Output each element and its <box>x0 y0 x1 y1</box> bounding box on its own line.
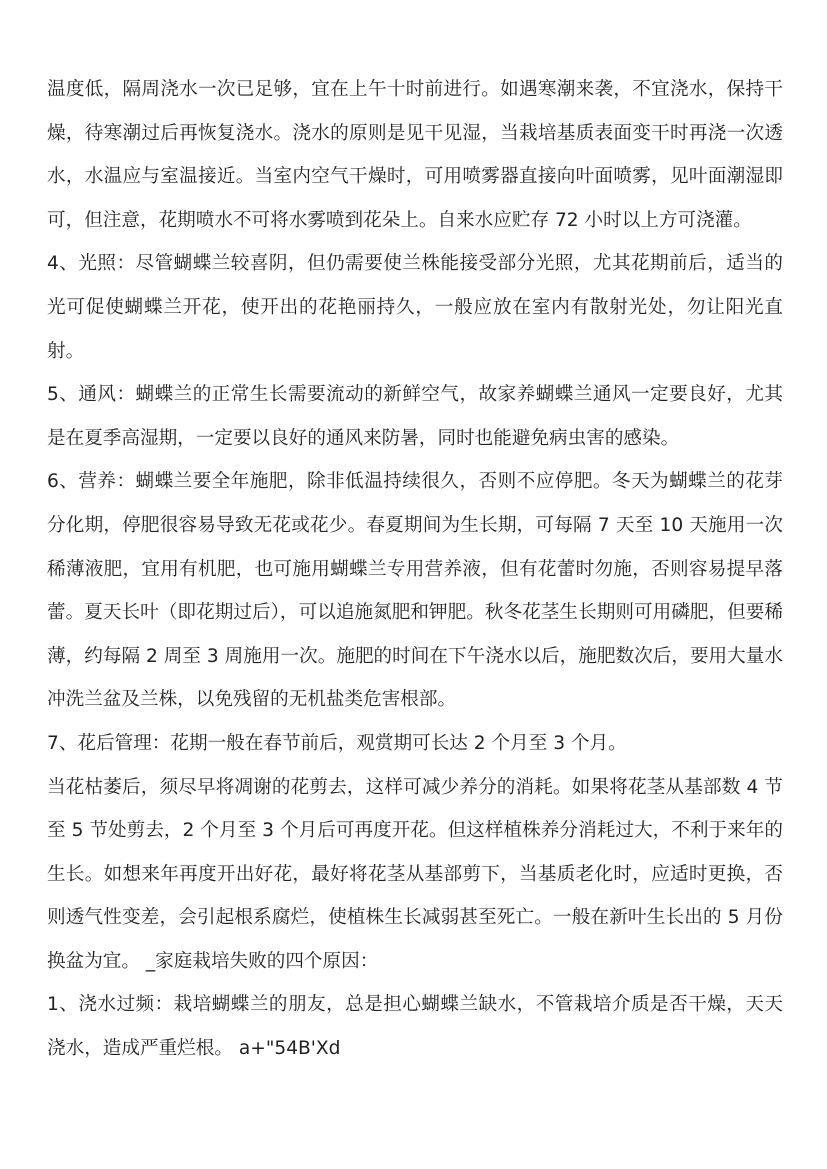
document-body <box>47 68 783 1071</box>
paragraph-nutrition: 6、营养：蝴蝶兰要全年施肥，除非低温持续很久，否则不应停肥。冬天为蝴蝶兰的花芽分化期，停肥很容易导致无花或花少。春夏期间为生长期，可每隔 7 天至 10 天施用一次稀薄液肥，宜用有机肥，也可施用蝴蝶兰专用营养液，但有花蕾时勿施，否则容易提早落蕾。夏天长叶（即花期过后），可以追施氮肥和钾肥。秋冬花茎生长期则可用磷肥，但要稀薄，约每隔 2 周至 3 周施用一次。施肥的时间在下午浇水以后，施肥数次后，要用大量水冲洗兰盆及兰株，以免残留的无机盐类危害根部。 <box>47 471 783 711</box>
paragraph-ventilation: 5、通风：蝴蝶兰的正常生长需要流动的新鲜空气，故家养蝴蝶兰通风一定要良好，尤其是在夏季高湿期，一定要以良好的通风来防暑，同时也能避免病虫害的感染。 <box>47 384 783 449</box>
paragraph-wilting-care: 当花枯萎后，须尽早将凋谢的花剪去，这样可减少养分的消耗。如果将花茎从基部数 4 节至 5 节处剪去，2 个月至 3 个月后可再度开花。但这样植株养分消耗过大，不利于来年的生长。如想来年再度开出好花，最好将花茎从基部剪下，当基质老化时，应适时更换，否则透气性变差，会引起根系腐烂，使植株生长减弱甚至死亡。一般在新叶生长出的 5 月份换盆为宜。 _家庭栽培失败的四个原因： <box>47 776 783 972</box>
paragraph-watering-continued: 温度低，隔周浇水一次已足够，宜在上午十时前进行。如遇寒潮来袭，不宜浇水，保持干燥，待寒潮过后再恢复浇水。浇水的原则是见干见湿，当栽培基质表面变干时再浇一次透水，水温应与室温接近。当室内空气干燥时，可用喷雾器直接向叶面喷雾，见叶面潮湿即可，但注意，花期喷水不可将水雾喷到花朵上。自来水应贮存 72 小时以上方可浇灌。 <box>47 79 783 231</box>
paragraph-lighting: 4、光照：尽管蝴蝶兰较喜阴，但仍需要使兰株能接受部分光照，尤其花期前后，适当的光可促使蝴蝶兰开花，使开出的花艳丽持久，一般应放在室内有散射光处，勿让阳光直射。 <box>47 253 783 362</box>
paragraph-overwatering: 1、浇水过频：栽培蝴蝶兰的朋友，总是担心蝴蝶兰缺水，不管栽培介质是否干燥，天天浇水，造成严重烂根。 a+"54B'Xd <box>47 994 783 1060</box>
paragraph-post-flowering: 7、花后管理：花期一般在春节前后，观赏期可长达 2 个月至 3 个月。 <box>47 732 627 754</box>
